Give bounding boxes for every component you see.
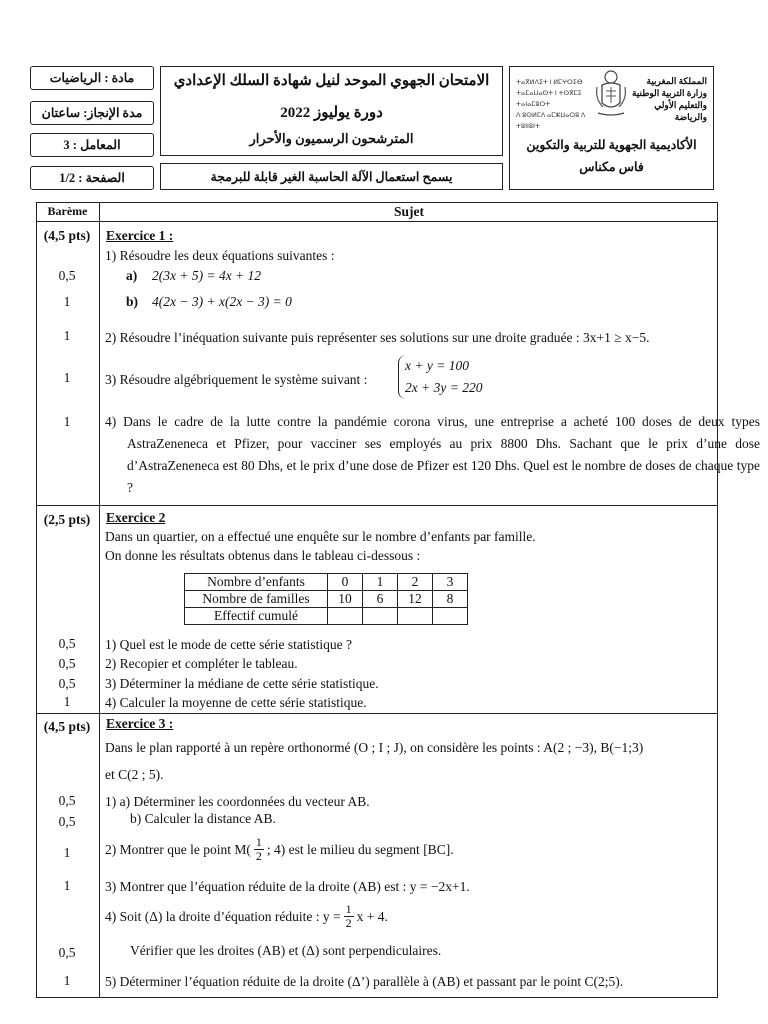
ex3-q1b-points: 0,5 (58, 814, 76, 829)
ex3-q2: 2) Montrer que le point M( 1 2 ; 4) est le milieu du segment [BC]. (105, 835, 454, 863)
ex1-q4-points: 1 (63, 414, 71, 429)
table-cell: Nombre d’enfants (185, 574, 328, 591)
exam-candidates: المترشحون الرسميون والأحرار (249, 131, 414, 146)
ex2-intro-1: Dans un quartier, on a effectué une enquête sur le nombre d’enfants par famille. (105, 529, 536, 544)
ex3-q3: 3) Montrer que l’équation réduite de la droite (AB) est : y = −2x+1. (105, 879, 470, 894)
ex2-divider (36, 713, 718, 714)
table-cell: Effectif cumulé (185, 608, 328, 625)
ex3-intro-2: et C(2 ; 5). (105, 767, 164, 782)
ministry-arabic: المملكة المغربية وزارة التربية الوطنية والتعليم الأولي والرياضة (631, 76, 707, 122)
ex3-q4: 4) Soit (Δ) la droite d’équation réduite : y = $\frac{1}{2}$ x + 4. (105, 902, 388, 930)
table-cell: 6 (363, 591, 398, 608)
table-cell: 2 (398, 574, 433, 591)
page-box: الصفحة : 1/2 (30, 166, 154, 190)
ex2-q2: 2) Recopier et compléter le tableau. (105, 656, 298, 671)
ex1-divider (36, 505, 718, 506)
region-name: فاس مكناس (579, 160, 644, 174)
ex3-points: (4,5 pts) (43, 719, 91, 734)
ex3-q1b: b) Calculer la distance AB. (130, 811, 276, 826)
ex2-q1-points: 0,5 (58, 636, 76, 651)
ex3-q2-points: 1 (63, 845, 71, 860)
table-row (185, 574, 468, 591)
ex1-q1a: 2(3x + 5) = 4x + 12 (152, 268, 262, 283)
stats-table (184, 573, 468, 625)
ex1-q2: 2) Résoudre l’inéquation suivante puis représenter ses solutions sur une droite graduée : 3x+1 ≥ x−5. (105, 330, 650, 345)
ex2-points: (2,5 pts) (43, 512, 91, 527)
table-cell (363, 608, 398, 625)
ex2-q2-points: 0,5 (58, 656, 76, 671)
ex2-q4: 4) Calculer la moyenne de cette série statistique. (105, 695, 367, 710)
ex1-q1b-points: 1 (63, 294, 71, 309)
ex3-q4b-points: 0,5 (58, 945, 76, 960)
ex2-q3-points: 0,5 (58, 676, 76, 691)
table-cell: 10 (328, 591, 363, 608)
ex1-title: Exercice 1 : (106, 228, 174, 243)
ex1-q3: 3) Résoudre algébriquement le système suivant : (105, 372, 368, 387)
exam-title-box (160, 66, 503, 156)
table-cell: Nombre de familles (185, 591, 328, 608)
ex2-q1: 1) Quel est le mode de cette série statistique ? (105, 637, 353, 652)
ex3-q3-points: 1 (63, 878, 71, 893)
coefficient-box: المعامل : 3 (30, 133, 154, 157)
table-cell: 0 (328, 574, 363, 591)
subject-box: مادة : الرياضيات (30, 66, 154, 90)
ex1-q3-system: x + y = 100 2x + 3y = 220 (398, 355, 482, 399)
table-row (185, 608, 468, 625)
ex1-q1: 1) Résoudre les deux équations suivantes : (105, 248, 335, 263)
calculator-note: يسمح استعمال الآلة الحاسبة الغير قابلة للبرمجة (210, 169, 453, 184)
ex1-q1b-label: b) (126, 294, 139, 309)
ex3-q4b: Vérifier que les droites (AB) et (Δ) sont perpendiculaires. (130, 943, 442, 958)
ex3-q5: 5) Déterminer l’équation réduite de la droite (Δ’) parallèle à (AB) et passant par le point C(2;5). (105, 974, 624, 989)
bareme-header: Barème (47, 204, 88, 218)
ex1-q1b: 4(2x − 3) + x(2x − 3) = 0 (152, 294, 292, 309)
table-cell (398, 608, 433, 625)
coat-of-arms-icon (594, 69, 628, 119)
table-cell: 1 (363, 574, 398, 591)
exam-title: الامتحان الجهوي الموحد لنيل شهادة السلك الإعدادي (173, 73, 490, 89)
table-cell: 8 (433, 591, 468, 608)
ex1-q1a-points: 0,5 (58, 268, 76, 283)
academy-name: الأكاديمية الجهوية للتربية والتكوين (526, 138, 697, 152)
ex3-q5-points: 1 (63, 973, 71, 988)
ex1-q3-points: 1 (63, 370, 71, 385)
duration-box: مدة الإنجاز: ساعتان (30, 101, 154, 125)
ex1-q1a-label: a) (126, 268, 138, 283)
ex3-q1a-points: 0,5 (58, 793, 76, 808)
table-row (185, 591, 468, 608)
table-cell (433, 608, 468, 625)
ex2-intro-2: On donne les résultats obtenus dans le tableau ci-dessous : (105, 548, 421, 563)
sujet-header: Sujet (394, 204, 424, 219)
ex1-q2-points: 1 (63, 328, 71, 343)
tifinagh-text: ⵜⴰⴳⵍⴷⵉⵜ ⵏ ⵍⵎⵖⵔⵉⴱ ⵜⴰⵎⴰⵡⴰⵙⵜ ⵏ ⵜⵙⴳⵎⵉ ⵜⴰⵏⴰⵎⵓⵔⵜ ⴷ ⵓⵙⵍⵎⴷ ⴰⵎⵣⵡⴰⵔⵓ ⴷ ⵜⵓⵏⵏⵓⵏⵜ (516, 79, 586, 130)
ex2-q3: 3) Déterminer la médiane de cette série statistique. (105, 676, 379, 691)
header-divider (36, 221, 718, 222)
exam-session: دورة يوليوز 2022 (280, 105, 383, 121)
ex3-title: Exercice 3 : (106, 716, 174, 731)
calculator-note-box (160, 163, 503, 190)
ex3-intro: Dans le plan rapporté à un repère orthonormé (O ; I ; J), on considère les points : A(2 ; −3), B(−1;3) (105, 740, 644, 755)
ex3-q1a: 1) a) Déterminer les coordonnées du vecteur AB. (105, 794, 370, 809)
column-divider (99, 202, 100, 998)
ex2-title: Exercice 2 (106, 510, 166, 525)
table-cell: 12 (398, 591, 433, 608)
ex1-q4: 4) Dans le cadre de la lutte contre la pandémie corona virus, une entreprise a acheté 100 doses de deux types AstraZeneneca et Pfizer, pour vacciner ses employés au prix 8800 Dhs. Sachant que le prix d’une dose d’AstraZeneneca est 80 Dhs, et le prix d’une dose de Pfizer est 120 Dhs. Quel est le nombre de doses de chaque type ? (105, 414, 760, 495)
table-cell (328, 608, 363, 625)
table-cell: 3 (433, 574, 468, 591)
ex1-points: (4,5 pts) (43, 228, 91, 243)
ministry-box (509, 66, 714, 190)
ex2-q4-points: 1 (63, 694, 71, 709)
